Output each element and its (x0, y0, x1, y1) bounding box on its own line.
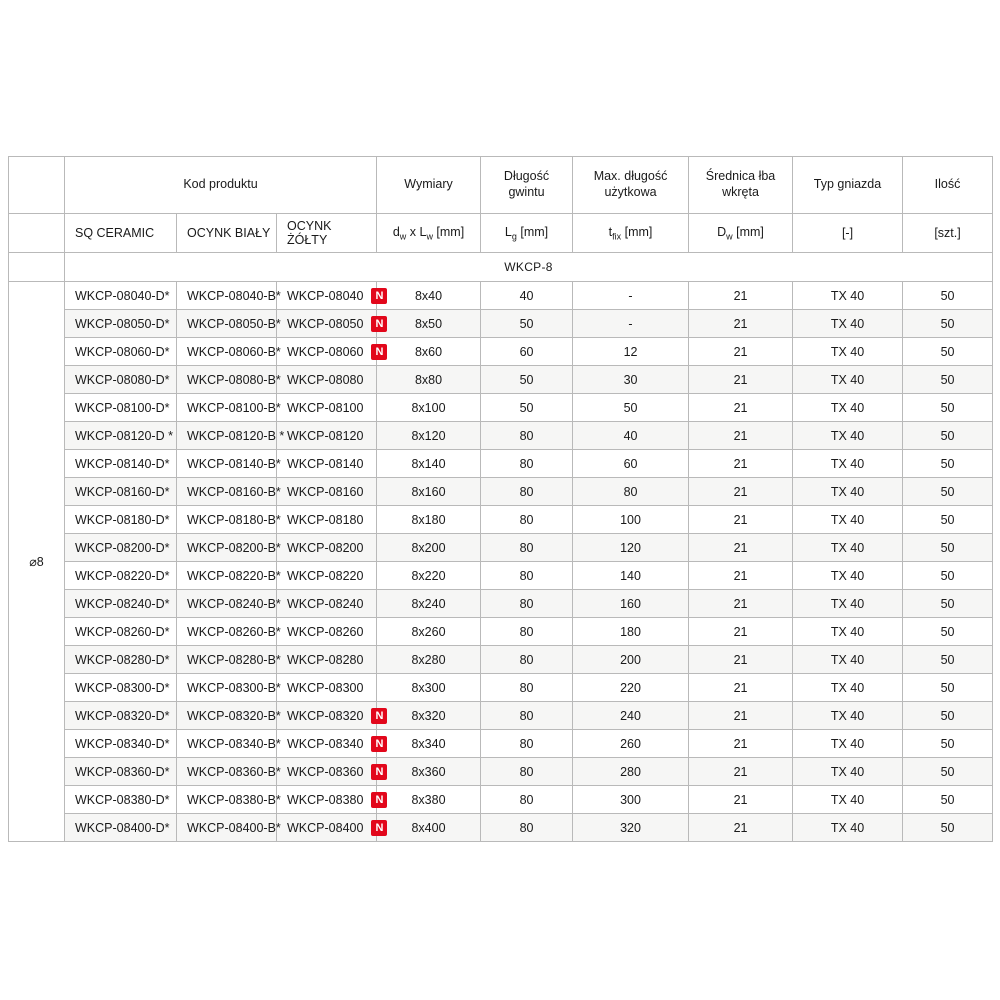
cell-max-dlugosc-uzytkowa: 240 (573, 702, 689, 730)
cell-ocynk-zolty-code: WKCP-08400 (287, 820, 364, 835)
cell-sq-ceramic: WKCP-08320-D* (65, 702, 177, 730)
cell-wymiary: 8x280 (377, 646, 481, 674)
cell-typ-gniazda: TX 40 (793, 814, 903, 842)
cell-ocynk-bialy: WKCP-08340-B* (177, 730, 277, 758)
cell-ocynk-zolty-code: WKCP-08100 (287, 400, 364, 415)
cell-max-dlugosc-uzytkowa: 60 (573, 450, 689, 478)
cell-srednica-lba: 21 (689, 814, 793, 842)
cell-ocynk-bialy: WKCP-08220-B* (177, 562, 277, 590)
cell-typ-gniazda: TX 40 (793, 730, 903, 758)
cell-typ-gniazda: TX 40 (793, 618, 903, 646)
cell-typ-gniazda: TX 40 (793, 674, 903, 702)
cell-wymiary: 8x40 (377, 282, 481, 310)
table-row (9, 338, 993, 366)
cell-ocynk-zolty-code: WKCP-08080 (287, 372, 364, 387)
cell-ocynk-bialy: WKCP-08260-B* (177, 618, 277, 646)
cell-typ-gniazda: TX 40 (793, 422, 903, 450)
cell-ocynk-zolty-code: WKCP-08260 (287, 624, 364, 639)
table-row (9, 506, 993, 534)
cell-typ-gniazda: TX 40 (793, 310, 903, 338)
cell-dlugosc-gwintu: 50 (481, 366, 573, 394)
cell-ocynk-zolty (277, 534, 377, 562)
cell-ocynk-zolty-code: WKCP-08050 (287, 316, 364, 331)
cell-sq-ceramic: WKCP-08300-D* (65, 674, 177, 702)
cell-dlugosc-gwintu: 50 (481, 310, 573, 338)
cell-ocynk-zolty (277, 702, 384, 730)
cell-srednica-lba: 21 (689, 506, 793, 534)
cell-max-dlugosc-uzytkowa: 200 (573, 646, 689, 674)
cell-sq-ceramic: WKCP-08360-D* (65, 758, 177, 786)
cell-srednica-lba: 21 (689, 758, 793, 786)
cell-sq-ceramic: WKCP-08160-D* (65, 478, 177, 506)
header-row-top (9, 157, 993, 214)
table-row (9, 282, 993, 310)
new-badge: N (371, 736, 387, 752)
cell-srednica-lba: 21 (689, 450, 793, 478)
cell-ilosc: 50 (903, 618, 993, 646)
cell-max-dlugosc-uzytkowa: 300 (573, 786, 689, 814)
cell-ocynk-zolty-code: WKCP-08300 (287, 680, 364, 695)
cell-srednica-lba: 21 (689, 338, 793, 366)
cell-wymiary: 8x50 (377, 310, 481, 338)
table-row (9, 450, 993, 478)
cell-ilosc: 50 (903, 646, 993, 674)
cell-ocynk-zolty (277, 282, 384, 310)
cell-sq-ceramic: WKCP-08120-D * (65, 422, 177, 450)
cell-typ-gniazda: TX 40 (793, 366, 903, 394)
product-spec-table-wrap (8, 156, 992, 882)
cell-ocynk-zolty-code: WKCP-08140 (287, 456, 364, 471)
cell-ocynk-bialy: WKCP-08160-B* (177, 478, 277, 506)
table-row (9, 674, 993, 702)
cell-sq-ceramic: WKCP-08380-D* (65, 786, 177, 814)
cell-ocynk-bialy: WKCP-08040-B* (177, 282, 277, 310)
subheader-typ-unit: [-] (793, 214, 903, 253)
cell-max-dlugosc-uzytkowa: 12 (573, 338, 689, 366)
cell-sq-ceramic: WKCP-08080-D* (65, 366, 177, 394)
cell-ocynk-zolty-code: WKCP-08320 (287, 708, 364, 723)
cell-sq-ceramic: WKCP-08240-D* (65, 590, 177, 618)
cell-ocynk-zolty (277, 478, 377, 506)
cell-ocynk-bialy: WKCP-08140-B* (177, 450, 277, 478)
header-kod-produktu: Kod produktu (65, 157, 377, 214)
cell-wymiary: 8x160 (377, 478, 481, 506)
cell-dlugosc-gwintu: 60 (481, 338, 573, 366)
cell-sq-ceramic: WKCP-08260-D* (65, 618, 177, 646)
table-row (9, 758, 993, 786)
table-row (9, 478, 993, 506)
cell-typ-gniazda: TX 40 (793, 282, 903, 310)
cell-srednica-lba: 21 (689, 310, 793, 338)
table-row (9, 814, 993, 842)
cell-wymiary: 8x240 (377, 590, 481, 618)
new-badge: N (371, 764, 387, 780)
new-badge: N (371, 316, 387, 332)
cell-ocynk-zolty (277, 646, 377, 674)
cell-wymiary: 8x360 (377, 758, 481, 786)
subheader-dw-lw-mm: $d_w$ x $L_w$ [mm] (377, 214, 481, 253)
subheader-dw-mm: $D_w$ [mm] (689, 214, 793, 253)
cell-ocynk-bialy: WKCP-08050-B* (177, 310, 277, 338)
cell-wymiary: 8x400 (377, 814, 481, 842)
cell-ilosc: 50 (903, 450, 993, 478)
cell-typ-gniazda: TX 40 (793, 338, 903, 366)
cell-sq-ceramic: WKCP-08050-D* (65, 310, 177, 338)
group-row-wkcp8 (9, 253, 993, 282)
cell-sq-ceramic: WKCP-08100-D* (65, 394, 177, 422)
new-badge: N (371, 288, 387, 304)
cell-sq-ceramic: WKCP-08180-D* (65, 506, 177, 534)
cell-dlugosc-gwintu: 80 (481, 590, 573, 618)
subheader-tfix-mm: $t_{fix}$ [mm] (573, 214, 689, 253)
cell-wymiary: 8x220 (377, 562, 481, 590)
cell-max-dlugosc-uzytkowa: 160 (573, 590, 689, 618)
cell-dlugosc-gwintu: 80 (481, 646, 573, 674)
table-row (9, 786, 993, 814)
cell-ocynk-zolty-code: WKCP-08200 (287, 540, 364, 555)
cell-max-dlugosc-uzytkowa: 180 (573, 618, 689, 646)
header-row-sub (9, 214, 993, 253)
cell-ilosc: 50 (903, 702, 993, 730)
cell-srednica-lba: 21 (689, 478, 793, 506)
table-row (9, 394, 993, 422)
cell-sq-ceramic: WKCP-08400-D* (65, 814, 177, 842)
cell-ilosc: 50 (903, 534, 993, 562)
cell-sq-ceramic: WKCP-08040-D* (65, 282, 177, 310)
cell-typ-gniazda: TX 40 (793, 394, 903, 422)
cell-max-dlugosc-uzytkowa: 320 (573, 814, 689, 842)
cell-max-dlugosc-uzytkowa: 40 (573, 422, 689, 450)
cell-sq-ceramic: WKCP-08280-D* (65, 646, 177, 674)
cell-srednica-lba: 21 (689, 394, 793, 422)
cell-ocynk-zolty (277, 506, 377, 534)
cell-dlugosc-gwintu: 80 (481, 562, 573, 590)
cell-ilosc: 50 (903, 282, 993, 310)
cell-ocynk-bialy: WKCP-08280-B* (177, 646, 277, 674)
cell-ocynk-zolty (277, 450, 377, 478)
cell-max-dlugosc-uzytkowa: 220 (573, 674, 689, 702)
cell-dlugosc-gwintu: 80 (481, 422, 573, 450)
diameter-label: ⌀8 (9, 282, 65, 842)
cell-ocynk-zolty (277, 562, 377, 590)
cell-sq-ceramic: WKCP-08140-D* (65, 450, 177, 478)
cell-ocynk-bialy: WKCP-08240-B* (177, 590, 277, 618)
cell-max-dlugosc-uzytkowa: 30 (573, 366, 689, 394)
cell-max-dlugosc-uzytkowa: - (573, 282, 689, 310)
cell-ocynk-zolty-code: WKCP-08340 (287, 736, 364, 751)
header-dlugosc-gwintu: Długość gwintu (481, 157, 573, 214)
cell-ilosc: 50 (903, 730, 993, 758)
cell-dlugosc-gwintu: 80 (481, 534, 573, 562)
cell-wymiary: 8x340 (377, 730, 481, 758)
cell-dlugosc-gwintu: 80 (481, 730, 573, 758)
cell-ocynk-zolty-code: WKCP-08240 (287, 596, 364, 611)
cell-max-dlugosc-uzytkowa: 260 (573, 730, 689, 758)
cell-wymiary: 8x320 (377, 702, 481, 730)
cell-ocynk-zolty (277, 366, 377, 394)
cell-ilosc: 50 (903, 814, 993, 842)
cell-typ-gniazda: TX 40 (793, 506, 903, 534)
cell-ocynk-bialy: WKCP-08080-B* (177, 366, 277, 394)
cell-ocynk-zolty (277, 310, 384, 338)
cell-ocynk-bialy: WKCP-08360-B* (177, 758, 277, 786)
cell-ilosc: 50 (903, 562, 993, 590)
cell-ilosc: 50 (903, 478, 993, 506)
subheader-ocynk-zolty: OCYNK ŻÓŁTY (277, 214, 377, 253)
cell-ilosc: 50 (903, 394, 993, 422)
cell-ocynk-bialy: WKCP-08100-B* (177, 394, 277, 422)
cell-typ-gniazda: TX 40 (793, 450, 903, 478)
cell-ocynk-bialy: WKCP-08380-B* (177, 786, 277, 814)
cell-ocynk-zolty (277, 814, 384, 842)
header-wymiary: Wymiary (377, 157, 481, 214)
table-row (9, 702, 993, 730)
cell-ocynk-zolty-code: WKCP-08180 (287, 512, 364, 527)
product-spec-table (8, 156, 993, 842)
cell-dlugosc-gwintu: 80 (481, 506, 573, 534)
cell-ocynk-bialy: WKCP-08120-B * (177, 422, 277, 450)
header-typ-gniazda: Typ gniazda (793, 157, 903, 214)
cell-ocynk-zolty-code: WKCP-08220 (287, 568, 364, 583)
table-row (9, 310, 993, 338)
cell-wymiary: 8x100 (377, 394, 481, 422)
table-row (9, 730, 993, 758)
cell-max-dlugosc-uzytkowa: 80 (573, 478, 689, 506)
cell-max-dlugosc-uzytkowa: 100 (573, 506, 689, 534)
cell-ocynk-zolty (277, 618, 377, 646)
cell-srednica-lba: 21 (689, 702, 793, 730)
cell-ilosc: 50 (903, 310, 993, 338)
cell-max-dlugosc-uzytkowa: 120 (573, 534, 689, 562)
cell-ilosc: 50 (903, 758, 993, 786)
cell-wymiary: 8x80 (377, 366, 481, 394)
cell-max-dlugosc-uzytkowa: 280 (573, 758, 689, 786)
cell-ilosc: 50 (903, 786, 993, 814)
cell-ocynk-bialy: WKCP-08320-B* (177, 702, 277, 730)
cell-dlugosc-gwintu: 50 (481, 394, 573, 422)
new-badge: N (371, 820, 387, 836)
cell-ocynk-zolty-code: WKCP-08060 (287, 344, 364, 359)
cell-srednica-lba: 21 (689, 562, 793, 590)
new-badge: N (371, 792, 387, 808)
cell-dlugosc-gwintu: 80 (481, 786, 573, 814)
cell-typ-gniazda: TX 40 (793, 646, 903, 674)
subheader-lg-mm: $L_g$ [mm] (481, 214, 573, 253)
cell-max-dlugosc-uzytkowa: 140 (573, 562, 689, 590)
cell-wymiary: 8x140 (377, 450, 481, 478)
cell-dlugosc-gwintu: 80 (481, 814, 573, 842)
cell-ocynk-bialy: WKCP-08400-B* (177, 814, 277, 842)
cell-typ-gniazda: TX 40 (793, 478, 903, 506)
table-row (9, 562, 993, 590)
cell-ocynk-zolty (277, 730, 384, 758)
cell-wymiary: 8x260 (377, 618, 481, 646)
group-row-label: WKCP-8 (65, 253, 993, 282)
cell-typ-gniazda: TX 40 (793, 758, 903, 786)
cell-wymiary: 8x120 (377, 422, 481, 450)
cell-typ-gniazda: TX 40 (793, 562, 903, 590)
header-srednica-lba-wkreta: Średnica łba wkręta (689, 157, 793, 214)
header-max-dlugosc-uzytkowa: Max. długość użytkowa (573, 157, 689, 214)
cell-ocynk-bialy: WKCP-08180-B* (177, 506, 277, 534)
cell-srednica-lba: 21 (689, 646, 793, 674)
cell-ilosc: 50 (903, 506, 993, 534)
cell-wymiary: 8x300 (377, 674, 481, 702)
cell-ocynk-zolty-code: WKCP-08040 (287, 288, 364, 303)
header-ilosc: Ilość (903, 157, 993, 214)
header-diameter-spacer-2 (9, 214, 65, 253)
cell-ilosc: 50 (903, 422, 993, 450)
header-diameter-spacer (9, 157, 65, 214)
cell-ocynk-zolty-code: WKCP-08120 (287, 428, 364, 443)
cell-ocynk-zolty (277, 590, 377, 618)
cell-ilosc: 50 (903, 590, 993, 618)
subheader-ilosc-unit: [szt.] (903, 214, 993, 253)
cell-ocynk-zolty (277, 394, 377, 422)
cell-ocynk-zolty-code: WKCP-08160 (287, 484, 364, 499)
cell-dlugosc-gwintu: 80 (481, 618, 573, 646)
group-diameter-spacer (9, 253, 65, 282)
cell-ilosc: 50 (903, 338, 993, 366)
subheader-sq-ceramic: SQ CERAMIC (65, 214, 177, 253)
table-bottom-padding (8, 842, 992, 882)
cell-dlugosc-gwintu: 80 (481, 702, 573, 730)
cell-typ-gniazda: TX 40 (793, 786, 903, 814)
cell-srednica-lba: 21 (689, 282, 793, 310)
table-row (9, 646, 993, 674)
cell-sq-ceramic: WKCP-08200-D* (65, 534, 177, 562)
cell-ocynk-zolty-code: WKCP-08380 (287, 792, 364, 807)
cell-ocynk-bialy: WKCP-08300-B* (177, 674, 277, 702)
cell-typ-gniazda: TX 40 (793, 590, 903, 618)
cell-dlugosc-gwintu: 80 (481, 758, 573, 786)
table-row (9, 590, 993, 618)
cell-ocynk-bialy: WKCP-08060-B* (177, 338, 277, 366)
new-badge: N (371, 344, 387, 360)
cell-ocynk-zolty (277, 422, 377, 450)
cell-srednica-lba: 21 (689, 786, 793, 814)
cell-wymiary: 8x180 (377, 506, 481, 534)
cell-dlugosc-gwintu: 80 (481, 450, 573, 478)
cell-dlugosc-gwintu: 80 (481, 478, 573, 506)
cell-typ-gniazda: TX 40 (793, 702, 903, 730)
cell-ocynk-zolty-code: WKCP-08280 (287, 652, 364, 667)
cell-wymiary: 8x380 (377, 786, 481, 814)
cell-max-dlugosc-uzytkowa: 50 (573, 394, 689, 422)
cell-srednica-lba: 21 (689, 422, 793, 450)
cell-sq-ceramic: WKCP-08220-D* (65, 562, 177, 590)
cell-ilosc: 50 (903, 674, 993, 702)
cell-srednica-lba: 21 (689, 366, 793, 394)
cell-srednica-lba: 21 (689, 534, 793, 562)
cell-ilosc: 50 (903, 366, 993, 394)
cell-ocynk-zolty (277, 338, 384, 366)
cell-srednica-lba: 21 (689, 674, 793, 702)
table-row (9, 534, 993, 562)
table-row (9, 422, 993, 450)
table-row (9, 366, 993, 394)
cell-max-dlugosc-uzytkowa: - (573, 310, 689, 338)
subheader-ocynk-bialy: OCYNK BIAŁY (177, 214, 277, 253)
cell-sq-ceramic: WKCP-08340-D* (65, 730, 177, 758)
cell-ocynk-bialy: WKCP-08200-B* (177, 534, 277, 562)
cell-dlugosc-gwintu: 80 (481, 674, 573, 702)
cell-srednica-lba: 21 (689, 618, 793, 646)
table-row (9, 618, 993, 646)
cell-sq-ceramic: WKCP-08060-D* (65, 338, 177, 366)
cell-ocynk-zolty (277, 758, 384, 786)
cell-dlugosc-gwintu: 40 (481, 282, 573, 310)
cell-srednica-lba: 21 (689, 730, 793, 758)
cell-wymiary: 8x200 (377, 534, 481, 562)
cell-ocynk-zolty (277, 786, 384, 814)
cell-wymiary: 8x60 (377, 338, 481, 366)
new-badge: N (371, 708, 387, 724)
cell-srednica-lba: 21 (689, 590, 793, 618)
cell-typ-gniazda: TX 40 (793, 534, 903, 562)
cell-ocynk-zolty-code: WKCP-08360 (287, 764, 364, 779)
cell-ocynk-zolty (277, 674, 377, 702)
